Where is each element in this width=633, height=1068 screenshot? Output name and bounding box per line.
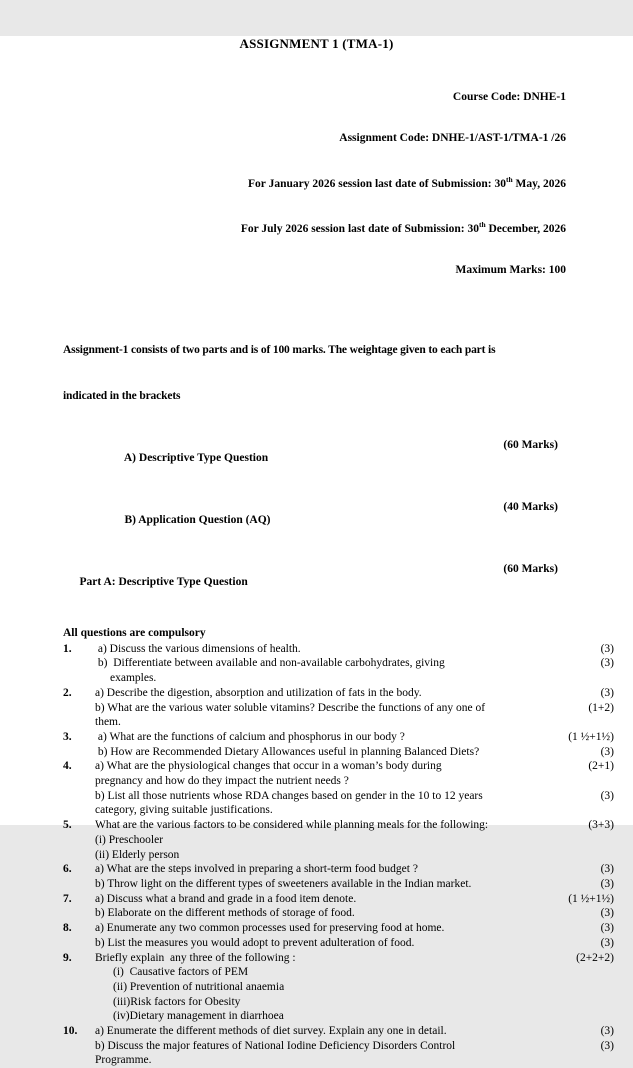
question-9 <box>63 951 614 1025</box>
assignment-document-page <box>0 36 633 1067</box>
marks-value: (3) <box>600 686 614 699</box>
question-body <box>95 730 614 759</box>
question-text: b) What are the various water soluble vitamins? Describe the functions of any one of <box>95 701 486 714</box>
question-body <box>95 892 614 921</box>
marks-value: (1 ½+1½) <box>568 892 614 905</box>
july-submission-deadline <box>0 218 566 236</box>
question-text: (i) Preschooler <box>95 833 164 846</box>
marks-value: (3) <box>600 878 614 890</box>
intro-note <box>63 312 633 436</box>
question-line <box>95 774 614 789</box>
question-list <box>63 642 614 1068</box>
question-line <box>95 951 614 966</box>
marks-value: (2+1) <box>588 760 614 773</box>
ordinal-superscript: th <box>478 220 486 230</box>
question-body <box>95 818 614 862</box>
question-text: them. <box>95 716 121 729</box>
question-number: 8. <box>63 922 72 935</box>
question-line <box>95 701 614 716</box>
weightage-marks: (40 Marks) <box>503 500 558 513</box>
question-number: 6. <box>63 863 72 876</box>
weightage-marks: (60 Marks) <box>503 438 558 451</box>
question-body <box>95 759 614 818</box>
question-text: (i) Causative factors of PEM <box>113 966 249 979</box>
question-text: a) Enumerate the different methods of diet survey. Explain any one in detail. <box>95 1025 447 1038</box>
intro-line-2: indicated in the brackets <box>63 390 181 403</box>
question-line <box>95 1039 614 1054</box>
question-line <box>95 995 614 1010</box>
question-number: 9. <box>63 951 72 964</box>
question-text: a) Describe the digestion, absorption and utilization of fats in the body. <box>95 686 422 699</box>
question-line <box>95 1024 614 1039</box>
question-7 <box>63 892 614 921</box>
question-text: a) What are the functions of calcium and phosphorus in our body ? <box>95 730 405 743</box>
marks-value: (3) <box>600 922 614 935</box>
question-line <box>95 715 614 730</box>
question-body <box>95 921 614 950</box>
marks-value: (3+3) <box>588 819 614 832</box>
question-text: a) What are the physiological changes that occur in a woman’s body during <box>95 760 442 773</box>
marks-value: (3) <box>600 1025 614 1038</box>
question-number: 5. <box>63 819 72 832</box>
question-text: pregnancy and how do they impact the nutrient needs ? <box>95 775 349 788</box>
question-line <box>95 730 614 745</box>
question-line <box>95 803 614 818</box>
january-submission-deadline <box>0 173 566 191</box>
question-body <box>95 951 614 1025</box>
question-line <box>95 686 614 701</box>
question-text: category, giving suitable justifications. <box>95 804 273 817</box>
question-text: b) List the measures you would adopt to prevent adulteration of food. <box>95 936 415 949</box>
question-text: a) Discuss the various dimensions of health. <box>95 642 301 655</box>
question-text: What are the various factors to be considered while planning meals for the following: <box>95 819 489 832</box>
question-line <box>95 906 614 921</box>
maximum-marks: Maximum Marks: 100 <box>455 263 566 276</box>
question-text: b) Elaborate on the different methods of storage of food. <box>95 907 355 920</box>
question-line <box>95 921 614 936</box>
question-10 <box>63 1024 614 1068</box>
deadline-text: For January 2026 session last date of Submission: 30 <box>248 177 506 190</box>
question-line <box>95 671 614 686</box>
question-line <box>95 759 614 774</box>
question-number: 1. <box>63 642 72 655</box>
marks-value: (3) <box>600 657 614 670</box>
part-a-heading <box>68 563 558 615</box>
question-number: 10. <box>63 1025 78 1038</box>
header-info-block <box>0 64 633 305</box>
question-line <box>95 745 614 760</box>
marks-value: (3) <box>600 745 614 758</box>
question-text: Programme. <box>95 1054 152 1067</box>
ordinal-superscript: th <box>505 174 513 184</box>
question-text: (iv)Dietary management in diarrhoea <box>113 1010 284 1023</box>
question-text: b) How are Recommended Dietary Allowances useful in planning Balanced Diets? <box>95 745 480 758</box>
marks-value: (3) <box>600 907 614 920</box>
deadline-text: May, 2026 <box>512 177 566 190</box>
question-5 <box>63 818 614 862</box>
question-text: b) Discuss the major features of National Iodine Deficiency Disorders Control <box>95 1039 456 1052</box>
question-line <box>95 877 614 892</box>
question-number: 3. <box>63 730 72 743</box>
question-line <box>95 833 614 848</box>
question-text: (ii) Prevention of nutritional anaemia <box>113 980 285 993</box>
weightage-row-b <box>113 501 558 553</box>
marks-value: (1 ½+1½) <box>568 730 614 743</box>
question-line <box>95 1009 614 1024</box>
question-line <box>95 789 614 804</box>
weightage-label: B) Application Question (AQ) <box>124 513 271 526</box>
question-line <box>95 642 614 657</box>
question-line <box>95 656 614 671</box>
question-body <box>95 686 614 730</box>
marks-value: (3) <box>600 642 614 655</box>
question-3 <box>63 730 614 759</box>
question-line <box>95 892 614 907</box>
question-2 <box>63 686 614 730</box>
page-title: ASSIGNMENT 1 (TMA-1) <box>239 36 394 51</box>
question-body <box>95 1024 614 1068</box>
marks-value: (2+2+2) <box>576 951 614 964</box>
intro-line-1: Assignment-1 consists of two parts and is of 100 marks. The weightage given to each part is <box>63 343 496 356</box>
question-text: a) Enumerate any two common processes used for preserving food at home. <box>95 922 445 935</box>
compulsory-note: All questions are compulsory <box>63 626 206 639</box>
question-line <box>95 818 614 833</box>
question-text: examples. <box>110 672 157 685</box>
question-number: 4. <box>63 760 72 773</box>
question-number: 2. <box>63 686 72 699</box>
question-body <box>95 642 614 686</box>
question-text: b) Throw light on the different types of sweeteners available in the Indian market. <box>95 878 472 890</box>
question-text: b) List all those nutrients whose RDA changes based on gender in the 10 to 12 years <box>95 789 483 802</box>
question-body <box>95 862 614 891</box>
assignment-code: Assignment Code: DNHE-1/AST-1/TMA-1 /26 <box>339 131 566 144</box>
question-text: a) Discuss what a brand and grade in a food item denote. <box>95 892 357 905</box>
marks-value: (1+2) <box>588 701 614 714</box>
question-line <box>95 980 614 995</box>
question-line <box>95 862 614 877</box>
marks-value: (3) <box>600 863 614 876</box>
marks-value: (3) <box>600 936 614 949</box>
marks-value: (3) <box>600 1039 614 1052</box>
marks-value: (3) <box>600 789 614 802</box>
question-line <box>95 1053 614 1068</box>
course-code: Course Code: DNHE-1 <box>452 91 566 104</box>
question-line <box>95 965 614 980</box>
deadline-text: December, 2026 <box>485 223 566 236</box>
question-4 <box>63 759 614 818</box>
deadline-text: For July 2026 session last date of Submission: 30 <box>240 223 479 236</box>
question-text: a) What are the steps involved in preparing a short-term food budget ? <box>95 863 418 876</box>
question-8 <box>63 921 614 950</box>
weightage-row-a <box>113 439 558 491</box>
weightage-label: A) Descriptive Type Question <box>123 451 269 464</box>
part-a-label: Part A: Descriptive Type Question <box>79 575 248 588</box>
question-text: Briefly explain any three of the following : <box>95 951 296 964</box>
question-line <box>95 848 614 863</box>
question-text: (ii) Elderly person <box>95 848 180 861</box>
question-text: b) Differentiate between available and non-available carbohydrates, giving <box>95 657 445 670</box>
question-6 <box>63 862 614 891</box>
question-number: 7. <box>63 892 72 905</box>
question-1 <box>63 642 614 686</box>
question-line <box>95 936 614 951</box>
question-text: (iii)Risk factors for Obesity <box>113 995 241 1008</box>
part-a-marks: (60 Marks) <box>503 562 558 575</box>
